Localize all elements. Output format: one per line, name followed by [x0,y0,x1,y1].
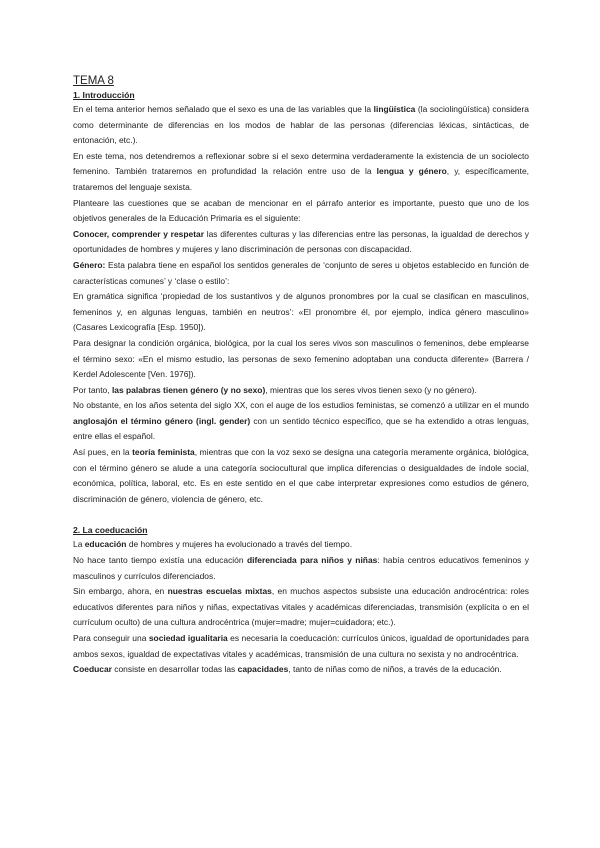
paragraph: En gramática significa ‘propiedad de los sustantivos y de algunos pronombres por la cual se clasifican en masculinos, femeninos y, en algunas lenguas, también en neutros’: «El pronombre él, por ejemplo, indica género masculino» (Casares Lexicografía [Esp. 1950]). [73,291,529,333]
paragraph: En el tema anterior hemos señalado que el sexo es una de las variables que la lingüística (la sociolingüística) considera como determinante de diferencias en los modos de hablar de las personas (diferencias léxicas, sintácticas, de entonación, etc.). [73,104,529,146]
paragraph: Género: Esta palabra tiene en español los sentidos generales de ‘conjunto de seres u objetos establecido en función de características comunes’ y ‘clase o estilo’: [73,259,529,286]
paragraph: Coeducar consiste en desarrollar todas las capacidades, tanto de niñas como de niños, a través de la educación. [73,664,502,675]
paragraph: Conocer, comprender y respetar las diferentes culturas y las diferencias entre las personas, la igualdad de derechos y oportunidades de hombres y mujeres y lano discriminación de personas con discapacidad. [73,228,529,255]
paragraph: No hace tanto tiempo existía una educación diferenciada para niños y niñas: había centros educativos femeninos y masculinos y currículos diferenciados. [73,555,529,581]
paragraph: Así pues, en la teoría feminista, mientras que con la voz sexo se designa una categoría meramente orgánica, biológica, con el término género se alude a una categoría sociocultural que implica diferencias o desigualdades de índole social, económica, política, laboral, etc. Es en este sentido en el que cabe interpretar expresiones como estudios de género, discriminación de género, violencia de género, etc. [73,447,529,504]
document-title: TEMA 8 [73,75,114,87]
paragraph: En este tema, nos detendremos a reflexionar sobre si el sexo determina verdaderamente la existencia de un sociolecto femenino. También trataremos en profundidad la relación entre uso de la lengua y género, y, específicamente, trataremos del lenguaje sexista. [73,150,529,192]
paragraph: No obstante, en los años setenta del siglo XX, con el auge de los estudios feministas, se comenzó a utilizar en el mundo anglosajón el término género (ingl. gender) con un sentido técnico específico, que se ha extendido a otras lenguas, entre ellas el español. [73,400,529,442]
paragraph: Para designar la condición orgánica, biológica, por la cual los seres vivos son masculinos o femeninos, debe emplearse el término sexo: «En el mismo estudio, las personas de sexo femenino adoptaban una conducta diferente» (Barrera / Kerdel Adolescente [Ven. 1976]). [73,337,529,380]
paragraph: Para conseguir una sociedad igualitaria es necesaria la coeducación: currículos únicos, igualdad de oportunidades para ambos sexos, igualdad de expectativas vitales y académicas, transmisión de una cultura no sexista y no androcéntrica. [73,633,529,659]
section-spacer [73,507,529,523]
paragraph: Por tanto, las palabras tienen género (y no sexo), mientras que los seres vivos tienen sexo (y no género). [73,384,477,395]
paragraph: Sin embargo, ahora, en nuestras escuelas mixtas, en muchos aspectos subsiste una educación androcéntrica: roles educativos diferentes para niños y niñas, expectativas vitales y académicas diferenciadas, transmisión (explícita o en el currículum oculto) de una cultura androcéntrica (mujer=madre; mujer=cuidadora; etc.). [73,586,529,628]
paragraph: La educación de hombres y mujeres ha evolucionado a través del tiempo. [73,539,353,550]
section-2-heading: 2. La coeducación [73,525,148,536]
document-page [73,74,529,678]
section-1-heading: 1. Introducción [73,90,135,100]
paragraph: Planteare las cuestiones que se acaban de mencionar en el párrafo anterior es importante, puesto que uno de los objetivos generales de la Educación Primaria es el siguiente: [73,197,529,224]
